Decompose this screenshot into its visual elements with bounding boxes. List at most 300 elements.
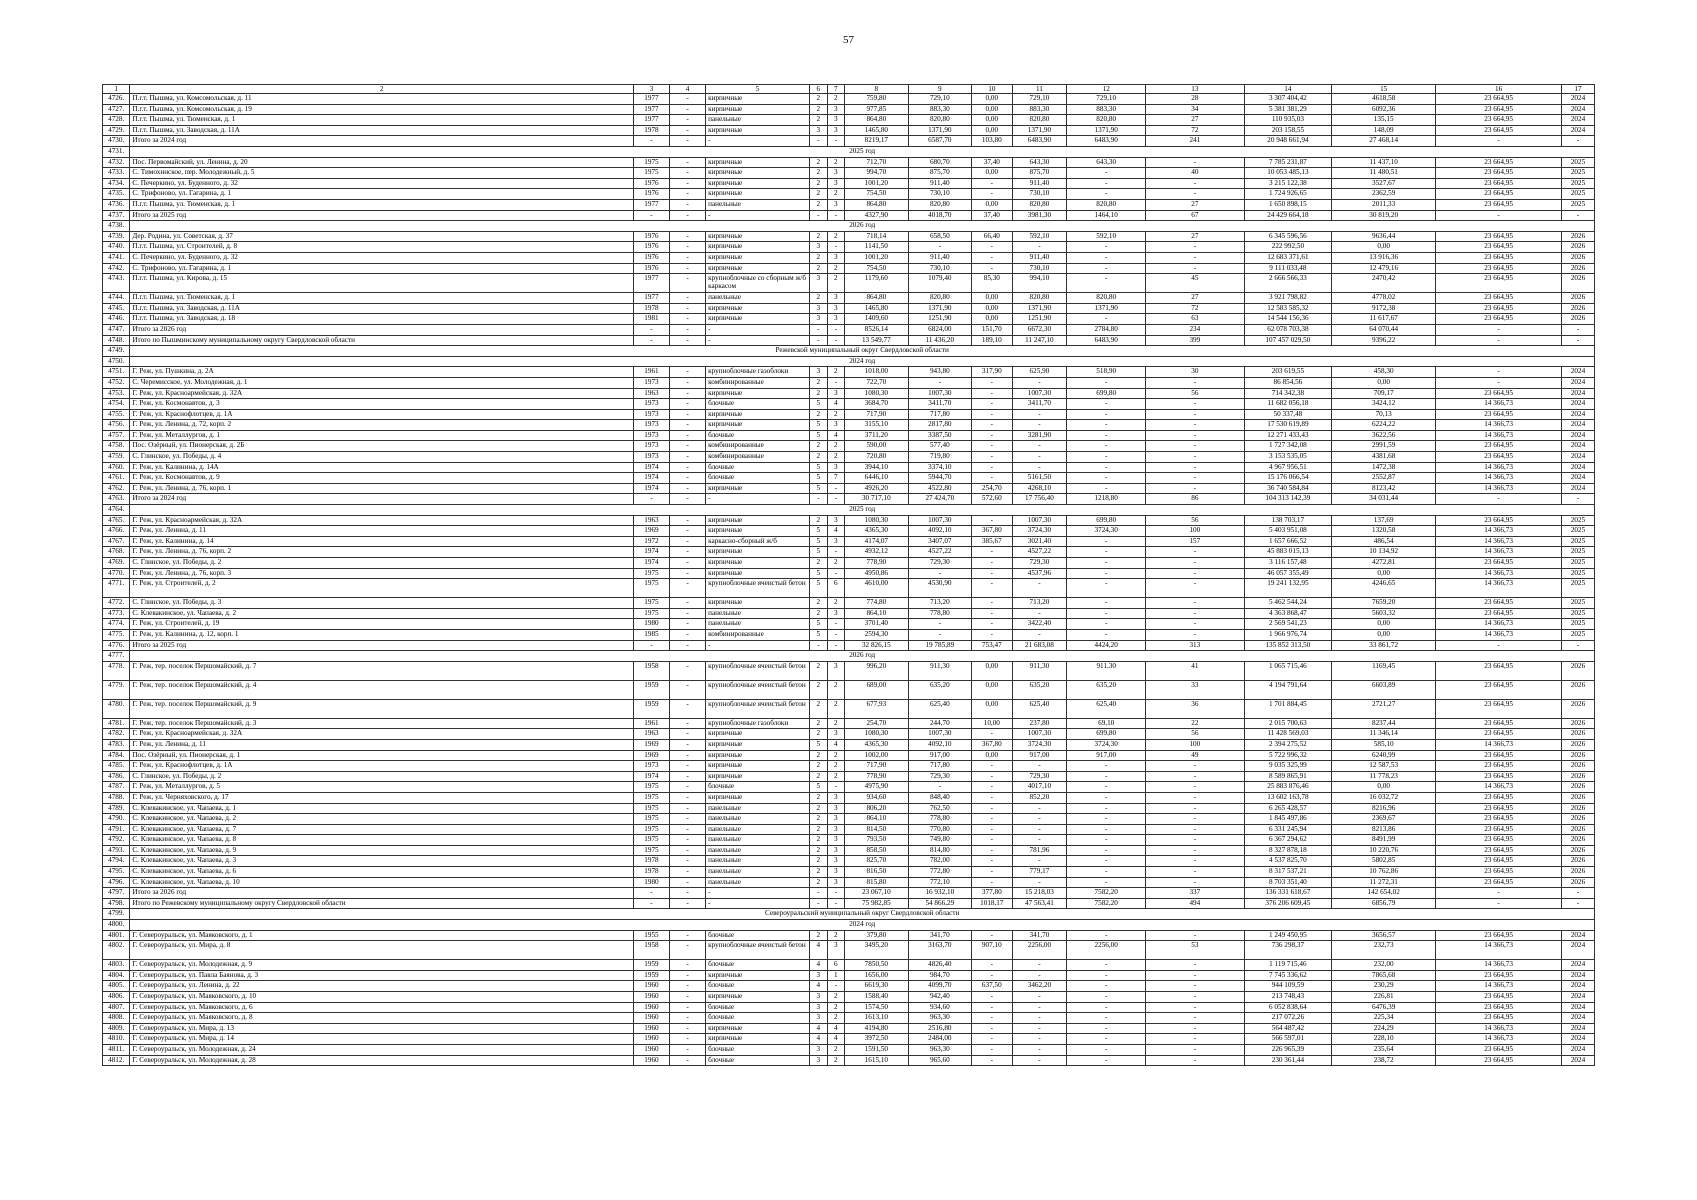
table-cell: 69,10 (1067, 718, 1146, 729)
table-cell: 3 215 122,38 (1244, 178, 1332, 189)
table-cell: - (670, 515, 706, 526)
table-cell: 103,80 (972, 136, 1013, 147)
table-cell: 1007,30 (908, 729, 971, 740)
table-cell: 104 313 142,39 (1244, 494, 1332, 505)
table-cell: 729,30 (1012, 771, 1067, 782)
table-cell: - (1146, 377, 1245, 388)
table-cell: 2817,80 (908, 420, 971, 431)
row-number-cell: 4770. (103, 568, 130, 579)
table-cell: 23 664,95 (1436, 409, 1562, 420)
table-cell: - (1067, 960, 1146, 971)
table-cell: 5 (810, 526, 828, 537)
table-cell: 4365,30 (845, 739, 908, 750)
row-number-cell: 4755. (103, 409, 130, 420)
table-cell: - (670, 579, 706, 598)
table-cell: 944 109,59 (1244, 981, 1332, 992)
table-cell: - (827, 483, 845, 494)
table-cell: - (1012, 856, 1067, 867)
table-cell: 0,00 (1332, 782, 1436, 793)
table-cell: - (1012, 242, 1067, 253)
section-heading-cell: 2025 год (130, 505, 1595, 516)
row-number-cell: 4741. (103, 252, 130, 263)
table-cell: 8 589 865,91 (1244, 771, 1332, 782)
section-heading-row (103, 147, 1595, 158)
table-cell: 1977 (633, 104, 669, 115)
table-cell: блочные (706, 782, 810, 793)
table-cell: - (908, 619, 971, 630)
table-cell: 1974 (633, 771, 669, 782)
row-number-cell: 4762. (103, 483, 130, 494)
table-cell: - (1436, 888, 1562, 899)
table-cell: - (1146, 771, 1245, 782)
row-number-cell: 4760. (103, 462, 130, 473)
table-cell: 30 (1146, 367, 1245, 378)
table-cell: - (972, 473, 1013, 484)
table-cell: - (1146, 960, 1245, 971)
table-cell: 1656,00 (845, 970, 908, 981)
address-cell: Г. Североуральск, ул. Мира, д. 8 (130, 941, 634, 960)
table-cell: 3 (827, 115, 845, 126)
table-cell: - (1012, 992, 1067, 1003)
table-cell: 11 247,10 (1012, 335, 1067, 346)
table-cell: 2024 (1562, 441, 1595, 452)
table-cell: 814,80 (908, 845, 971, 856)
table-cell: 3622,56 (1332, 430, 1436, 441)
table-cell: 16 032,72 (1332, 792, 1436, 803)
table-cell: - (1146, 1034, 1245, 1045)
row-number-cell: 4736. (103, 200, 130, 211)
table-cell: 2024 (1562, 125, 1595, 136)
table-cell: 1975 (633, 157, 669, 168)
table-cell: - (1012, 409, 1067, 420)
row-number-cell: 4805. (103, 981, 130, 992)
row-number-cell: 4739. (103, 231, 130, 242)
table-cell: 689,00 (845, 680, 908, 699)
table-cell: 34 031,44 (1332, 494, 1436, 505)
table-cell: 24 429 664,18 (1244, 210, 1332, 221)
table-cell: - (972, 409, 1013, 420)
table-cell: - (1012, 1023, 1067, 1034)
table-cell: 592,10 (1012, 231, 1067, 242)
table-cell: 70,13 (1332, 409, 1436, 420)
table-cell: 2 (810, 231, 828, 242)
table-cell: 23 067,10 (845, 888, 908, 899)
table-cell: 3021,40 (1012, 536, 1067, 547)
table-cell: - (1146, 473, 1245, 484)
table-cell: 984,70 (908, 970, 971, 981)
column-number-cell: 6 (810, 85, 828, 94)
table-cell: 2991,59 (1332, 441, 1436, 452)
table-cell: 226 965,39 (1244, 1044, 1332, 1055)
table-cell: - (1146, 430, 1245, 441)
table-cell: 3 (827, 104, 845, 115)
table-cell: 3495,20 (845, 941, 908, 960)
table-cell: - (1562, 136, 1595, 147)
table-cell: 11 428 569,03 (1244, 729, 1332, 740)
table-cell: - (670, 619, 706, 630)
table-cell: - (1067, 420, 1146, 431)
table-cell: 2026 (1562, 252, 1595, 263)
table-cell: 820,80 (1067, 200, 1146, 211)
table-cell: - (810, 335, 828, 346)
table-cell: 86 (1146, 494, 1245, 505)
table-cell: 2026 (1562, 867, 1595, 878)
table-cell: кирпичные (706, 388, 810, 399)
table-cell: - (633, 640, 669, 651)
table-cell: 625,40 (908, 699, 971, 718)
table-cell: 1472,38 (1332, 462, 1436, 473)
table-row (103, 824, 1595, 835)
table-cell: 2026 (1562, 314, 1595, 325)
table-cell: кирпичные (706, 242, 810, 253)
table-cell: - (1067, 168, 1146, 179)
table-cell: панельные (706, 814, 810, 825)
table-cell: 3 (827, 814, 845, 825)
column-number-cell: 12 (1067, 85, 1146, 94)
table-row (103, 981, 1595, 992)
table-cell: - (972, 547, 1013, 558)
row-number-cell: 4809. (103, 1023, 130, 1034)
table-cell: 1974 (633, 558, 669, 569)
address-cell: С. Трифоново, ул. Гагарина, д. 1 (130, 263, 634, 274)
table-row (103, 168, 1595, 179)
table-cell: 23 664,95 (1436, 718, 1562, 729)
table-cell: - (908, 568, 971, 579)
table-cell: 14 366,73 (1436, 399, 1562, 410)
table-cell: - (670, 157, 706, 168)
table-cell: 1980 (633, 877, 669, 888)
table-cell: 864,10 (845, 608, 908, 619)
table-cell: 4 (827, 1034, 845, 1045)
table-cell: - (1067, 867, 1146, 878)
table-cell: - (1562, 494, 1595, 505)
table-cell: 15 218,03 (1012, 888, 1067, 899)
table-cell: 1974 (633, 462, 669, 473)
table-cell: 1976 (633, 242, 669, 253)
table-cell: 2 (810, 252, 828, 263)
table-row (103, 1034, 1595, 1045)
table-cell: 2 (827, 231, 845, 242)
table-cell: - (1146, 629, 1245, 640)
table-row (103, 125, 1595, 136)
table-cell: 486,54 (1332, 536, 1436, 547)
table-cell: 3 (810, 242, 828, 253)
table-cell: 8 327 878,18 (1244, 845, 1332, 856)
table-cell: 3 (827, 824, 845, 835)
table-cell: - (1067, 803, 1146, 814)
table-cell: комбинированные (706, 377, 810, 388)
column-number-cell: 9 (908, 85, 971, 94)
table-cell: 3 (827, 803, 845, 814)
table-cell: - (1012, 629, 1067, 640)
address-cell: Г. Реж, ул. Ленина, д. 76, корп. 3 (130, 568, 634, 579)
row-number-cell: 4780. (103, 699, 130, 718)
table-cell: - (1067, 430, 1146, 441)
column-number-cell: 1 (103, 85, 130, 94)
table-cell: крупноблочные газоблоки (706, 367, 810, 378)
table-cell: 10 053 485,13 (1244, 168, 1332, 179)
table-cell: - (972, 242, 1013, 253)
table-cell: 2024 (1562, 377, 1595, 388)
table-row (103, 856, 1595, 867)
table-cell: 3 (827, 729, 845, 740)
table-cell: 2 (810, 115, 828, 126)
row-number-cell: 4774. (103, 619, 130, 630)
table-cell: 749,80 (908, 835, 971, 846)
row-number-cell: 4759. (103, 452, 130, 463)
table-cell: 6587,70 (908, 136, 971, 147)
address-cell: П.г.т. Пышма, ул. Тюменская, д. 1 (130, 200, 634, 211)
table-cell: 1 657 666,52 (1244, 536, 1332, 547)
table-cell: 7 745 336,62 (1244, 970, 1332, 981)
column-number-cell: 8 (845, 85, 908, 94)
table-cell: кирпичные (706, 970, 810, 981)
table-cell: 2026 (1562, 263, 1595, 274)
row-number-cell: 4793. (103, 845, 130, 856)
table-cell: 772,10 (908, 877, 971, 888)
table-cell: 11 436,20 (908, 335, 971, 346)
table-cell: 3 (827, 388, 845, 399)
row-number-cell: 4785. (103, 761, 130, 772)
table-cell: 12 587,53 (1332, 761, 1436, 772)
row-number-cell: 4798. (103, 898, 130, 909)
row-number-cell: 4771. (103, 579, 130, 598)
table-cell: 717,90 (845, 761, 908, 772)
table-cell: - (972, 1002, 1013, 1013)
table-row (103, 263, 1595, 274)
table-cell: 2369,67 (1332, 814, 1436, 825)
table-cell: 1961 (633, 718, 669, 729)
table-cell: 1975 (633, 782, 669, 793)
housing-register-table (102, 84, 1595, 1066)
table-cell: 2024 (1562, 115, 1595, 126)
table-cell: 1371,90 (1012, 125, 1067, 136)
table-cell: 1002,00 (845, 750, 908, 761)
table-row (103, 547, 1595, 558)
table-cell: кирпичные (706, 303, 810, 314)
table-cell: 1973 (633, 441, 669, 452)
row-number-cell: 4781. (103, 718, 130, 729)
table-cell: - (810, 898, 828, 909)
table-cell: - (670, 473, 706, 484)
table-cell: 1974 (633, 473, 669, 484)
table-cell: комбинированные (706, 441, 810, 452)
table-cell: 4 (810, 981, 828, 992)
table-cell: - (1562, 335, 1595, 346)
table-cell: - (670, 125, 706, 136)
table-row (103, 782, 1595, 793)
table-cell: 4950,86 (845, 568, 908, 579)
table-cell: 14 366,73 (1436, 1023, 1562, 1034)
table-cell: 11 437,10 (1332, 157, 1436, 168)
address-cell: Г. Реж, тер. поселок Першомайский, д. 3 (130, 718, 634, 729)
table-cell: - (1146, 1044, 1245, 1055)
table-cell: 4092,10 (908, 739, 971, 750)
table-cell: - (670, 845, 706, 856)
table-cell: 778,80 (908, 608, 971, 619)
address-cell: Г. Реж, ул. Ленина, д. 11 (130, 739, 634, 750)
table-cell: 16 932,10 (908, 888, 971, 899)
table-cell: - (1012, 608, 1067, 619)
table-cell: 1371,90 (1067, 125, 1146, 136)
table-cell: - (972, 729, 1013, 740)
table-cell: 820,80 (1012, 200, 1067, 211)
address-cell: Г. Реж, ул. Красноармейская, д. 32А (130, 729, 634, 740)
table-cell: 7659,20 (1332, 598, 1436, 609)
table-cell: - (1067, 274, 1146, 293)
table-cell: 0,00 (972, 314, 1013, 325)
table-cell: - (670, 814, 706, 825)
address-cell: С. Глинское, ул. Победы, д. 4 (130, 452, 634, 463)
table-cell: 2 (827, 367, 845, 378)
table-cell: 100 (1146, 739, 1245, 750)
table-cell: 14 366,73 (1436, 941, 1562, 960)
table-cell: 4017,10 (1012, 782, 1067, 793)
table-cell: 1960 (633, 981, 669, 992)
table-cell: - (972, 629, 1013, 640)
table-cell: - (706, 888, 810, 899)
table-cell: 14 366,73 (1436, 619, 1562, 630)
table-row (103, 888, 1595, 899)
table-cell: 4 194 791,64 (1244, 680, 1332, 699)
table-cell: - (827, 136, 845, 147)
table-cell: 2024 (1562, 981, 1595, 992)
table-cell: - (972, 1034, 1013, 1045)
column-number-cell: 2 (130, 85, 634, 94)
table-cell: 754,50 (845, 189, 908, 200)
table-cell: 2 666 566,33 (1244, 274, 1332, 293)
table-cell: 6672,30 (1012, 324, 1067, 335)
table-cell: 14 366,73 (1436, 782, 1562, 793)
table-cell: 8 703 351,40 (1244, 877, 1332, 888)
table-cell: 7865,68 (1332, 970, 1436, 981)
table-cell: 5 (810, 547, 828, 558)
table-cell: крупноблочные со сборным ж/б каркасом (706, 274, 810, 293)
row-number-cell: 4791. (103, 824, 130, 835)
table-cell: 23 664,95 (1436, 178, 1562, 189)
table-row (103, 252, 1595, 263)
table-cell: - (1067, 930, 1146, 941)
row-number-cell: 4796. (103, 877, 130, 888)
table-cell: 1977 (633, 274, 669, 293)
column-number-cell: 14 (1244, 85, 1332, 94)
table-cell: 3 (827, 314, 845, 325)
table-cell: - (1067, 579, 1146, 598)
table-cell: 2594,30 (845, 629, 908, 640)
table-cell: 2 (827, 1055, 845, 1066)
table-cell: 235,64 (1332, 1044, 1436, 1055)
table-cell: 189,10 (972, 335, 1013, 346)
table-cell: 14 366,73 (1436, 568, 1562, 579)
table-cell: - (972, 252, 1013, 263)
address-cell: Г. Североуральск, ул. Маяковского, д. 8 (130, 1013, 634, 1024)
table-cell: 45 (1146, 274, 1245, 293)
table-cell: 3422,40 (1012, 619, 1067, 630)
table-row (103, 1023, 1595, 1034)
table-cell: панельные (706, 845, 810, 856)
table-cell: - (670, 803, 706, 814)
table-cell: 12 479,16 (1332, 263, 1436, 274)
table-cell: 12 583 585,32 (1244, 303, 1332, 314)
table-cell: - (1067, 1013, 1146, 1024)
table-cell: - (1436, 640, 1562, 651)
table-cell: 2552,87 (1332, 473, 1436, 484)
table-cell: 23 664,95 (1436, 242, 1562, 253)
table-cell: - (810, 324, 828, 335)
table-cell: кирпичные (706, 483, 810, 494)
table-cell: 1977 (633, 94, 669, 105)
table-row (103, 274, 1595, 293)
table-cell: 13 602 163,78 (1244, 792, 1332, 803)
table-cell: 1980 (633, 619, 669, 630)
table-cell: блочные (706, 462, 810, 473)
table-row (103, 409, 1595, 420)
row-number-cell: 4783. (103, 739, 130, 750)
table-cell: 136 331 618,67 (1244, 888, 1332, 899)
table-cell: 1960 (633, 1002, 669, 1013)
address-cell: С. Клевакинское, ул. Чапаева, д. 3 (130, 856, 634, 867)
table-cell: 36 (1146, 699, 1245, 718)
table-cell: 2 (827, 930, 845, 941)
table-cell: 2024 (1562, 473, 1595, 484)
row-number-cell: 4733. (103, 168, 130, 179)
table-cell: блочные (706, 1044, 810, 1055)
table-cell: - (972, 441, 1013, 452)
table-cell: - (670, 388, 706, 399)
table-row (103, 598, 1595, 609)
row-number-cell: 4753. (103, 388, 130, 399)
table-cell: 2 (810, 598, 828, 609)
section-heading-row (103, 346, 1595, 357)
table-cell: 232,73 (1332, 941, 1436, 960)
table-cell: 2 (810, 452, 828, 463)
table-cell: 2362,59 (1332, 189, 1436, 200)
table-cell: 23 664,95 (1436, 803, 1562, 814)
table-cell: 1960 (633, 1023, 669, 1034)
section-heading-cell: Режевской муниципальный округ Свердловской области (130, 346, 1595, 357)
table-cell: 23 664,95 (1436, 168, 1562, 179)
address-cell: Итого за 2025 год (130, 640, 634, 651)
table-cell: 23 664,95 (1436, 598, 1562, 609)
table-cell: - (1012, 803, 1067, 814)
table-cell: - (706, 324, 810, 335)
table-cell: крупноблочные ячеистый бетон (706, 680, 810, 699)
table-cell: 643,30 (1012, 157, 1067, 168)
table-cell: 934,60 (908, 1002, 971, 1013)
table-cell: - (972, 1055, 1013, 1066)
table-cell: - (1146, 409, 1245, 420)
table-cell: 1976 (633, 231, 669, 242)
table-cell: 54 866,29 (908, 898, 971, 909)
table-row (103, 867, 1595, 878)
table-row (103, 718, 1595, 729)
table-cell: 27 (1146, 293, 1245, 304)
table-cell: - (1012, 835, 1067, 846)
table-cell: 2 (810, 856, 828, 867)
table-cell: - (670, 941, 706, 960)
table-cell: 712,70 (845, 157, 908, 168)
table-cell: - (1012, 579, 1067, 598)
table-cell: 5 (810, 579, 828, 598)
table-cell: 820,80 (1067, 115, 1146, 126)
table-cell: 3944,10 (845, 462, 908, 473)
table-cell: 2026 (1562, 718, 1595, 729)
table-cell: 4 537 825,70 (1244, 856, 1332, 867)
row-number-cell: 4745. (103, 303, 130, 314)
table-row (103, 231, 1595, 242)
table-cell: кирпичные (706, 168, 810, 179)
table-cell: 23 664,95 (1436, 792, 1562, 803)
